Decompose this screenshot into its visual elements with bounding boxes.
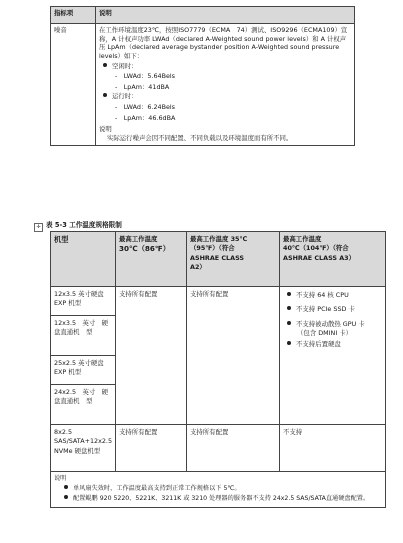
bullet-icon [64,495,68,499]
model-cell: 12x3.5 英寸硬盘 EXP 机型 [51,287,116,316]
noise-description [96,24,355,146]
list-item: 不支持 64 核 CPU [287,291,382,300]
list-item: 单风扇失效时，工作温度最高支持到正常工作规格以下 5℃。 [64,485,382,494]
list-item: 空闲时： [103,62,351,71]
list-item: - LpAm：41dBA [115,82,170,91]
support-30c-cell: 支持所有配置 [116,425,187,472]
noise-spec-table [50,6,355,146]
model-cell: 25x2.5 英寸硬盘 EXP 机型 [51,356,116,385]
support-40c-cell: 不支持 [280,425,386,472]
header-30c: 最高工作温度 30℃（86℉） [116,232,187,287]
list-item: 不支持 PCIe SSD 卡 [287,305,382,314]
model-cell: 8x2.5 SAS/SATA+12x2.5 NVMe 硬盘机型 [51,425,116,472]
table-row [51,24,355,146]
list-item: 不支持后置硬盘 [287,340,382,349]
temperature-limit-table [50,231,386,508]
bullet-icon [287,292,291,296]
intro-text: 在工作环境温度23℃，按照ISO7779（ECMA 74）测试、ISO9296（ECMA109）宣称，A 计权声功率 LWAd（declared A-Weighted sound power levels）和 A 计权声压 LpAm（declared average bystander position A-Weighted sound pressure levels）如下： [99,26,348,60]
table-row [51,425,386,472]
bullet-icon [103,93,107,97]
restrictions-40c-cell [280,287,386,425]
bullet-icon [287,341,291,345]
header-40c: 最高工作温度 40℃（104℉）（符合 ASHRAE CLASS A3） [280,232,386,287]
list-item: 运行时： [103,92,351,101]
list-item: - LWAd：5.64Bels [115,72,176,81]
list-item: 配置鲲鹏 920 5220、5221K、3211K 或 3210 处理器的服务器不支持 24x2.5 SAS/SATA直通硬盘配置。 [64,495,382,504]
bullet-icon [103,63,107,67]
table-header-row [51,232,386,287]
list-item: - LWAd：6.24Bels [115,103,176,112]
list-item-continuation: （包含 DMINI 卡） [297,328,353,337]
header-item: 指标项 [51,7,96,24]
bullet-icon [64,485,68,489]
table-note [51,472,386,508]
header-model: 机型 [51,232,116,287]
list-item: - LpAm：46.6dBA [115,113,176,122]
row-label: 噪音 [51,24,96,146]
note-label: 说明 [54,475,67,482]
table-caption: ✛ 表 5-3 工作温度规格限制 [34,219,122,232]
support-30c-cell: 支持所有配置 [116,287,187,425]
bullet-icon [287,321,291,325]
support-35c-cell: 支持所有配置 [187,425,280,472]
list-item: 不支持被动散热 GPU 卡 [287,320,382,329]
note-label: 说明 [99,125,112,134]
header-35c: 最高工作温度 35℃ （95℉）（符合 ASHRAE CLASS A2） [187,232,280,287]
note-row [51,472,386,508]
table-row [51,287,386,316]
model-cell: 24x2.5 英寸 硬盘直通机 型 [51,385,116,425]
move-handle-icon[interactable]: ✛ [34,223,43,232]
note-text: 实际运行噪声会因不同配置、不同负载以及环境温度而有所不同。 [107,134,293,143]
model-cell: 12x3.5 英寸 硬盘直通机 型 [51,316,116,356]
support-35c-cell: 支持所有配置 [187,287,280,425]
bullet-icon [287,306,291,310]
header-description: 说明 [96,7,355,24]
table-header-row [51,7,355,24]
